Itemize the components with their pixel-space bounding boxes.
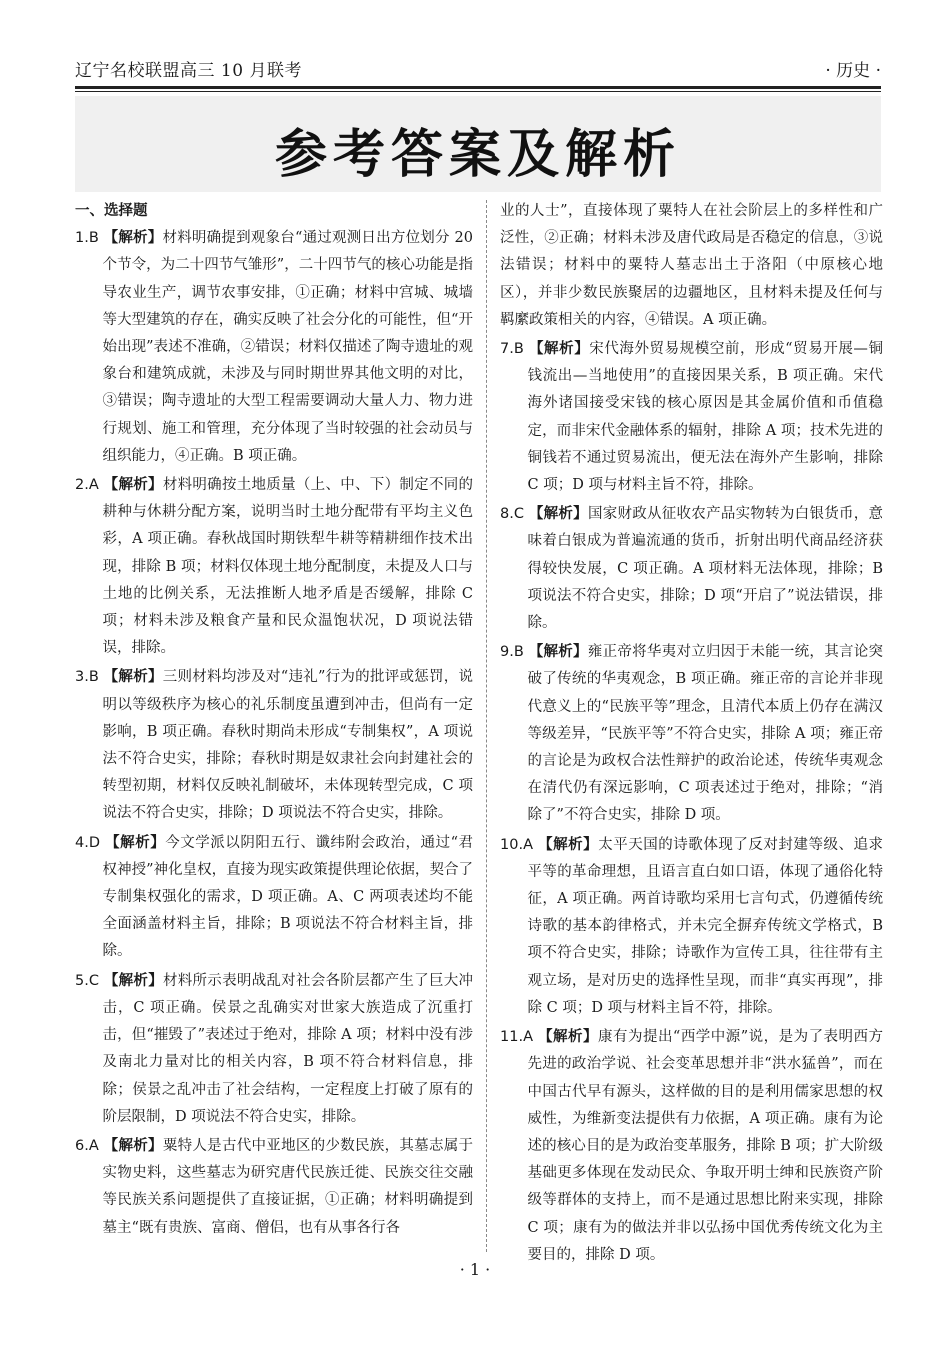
section-title: 一、选择题 bbox=[75, 203, 148, 219]
answer-item-6-start: 6.A 【解析】粟特人是古代中亚地区的少数民族，其墓志属于实物史料，这些墓志为研究唐代民族迁徙、民族交往交融等民族关系问题提供了直接证据，①正确；材料明确提到墓主“既有贵族、富商、僧侣，也有从事各行各 bbox=[75, 1137, 474, 1236]
answer-item-5: 5.C 【解析】材料所示表明战乱对社会各阶层都产生了巨大冲击，C 项正确。侯景之乱确实对世家大族造成了沉重打击，但“摧毁了”表述过于绝对，排除 A 项；材料中没有涉及南北力量对比的相关内容，B 项不符合材料信息，排除；侯景之乱冲击了社会结构，一定程度上打破了原有的阶层限制，D 项说法不符合史实，排除。 bbox=[75, 972, 474, 1125]
title-banner bbox=[75, 96, 881, 192]
column-divider bbox=[486, 200, 487, 1252]
answer-item-7: 7.B 【解析】宋代海外贸易规模空前，形成“贸易开展—铜钱流出—当地使用”的直接因果关系，B 项正确。宋代海外诸国接受宋钱的核心原因是其金属价值和币值稳定，而非宋代金融体系的辐射，排除 A 项；技术先进的铜钱若不通过贸易流出，便无法在海外产生影响，排除 C 项；D 项与材料主旨不符，排除。 bbox=[500, 341, 884, 494]
answer-item-9: 9.B 【解析】雍正帝将华夷对立归因于未能一统，其言论突破了传统的华夷观念，B 项正确。雍正帝的言论并非现代意义上的“民族平等”理念，且清代本质上仍存在满汉等级差异，“民族平等”不符合史实，排除 A 项；雍正帝的言论是为政权合法性辩护的政治论述，传统华夷观念在清代仍有深远影响，C 项表述过于绝对，排除；“消除了”不符合史实，排除 D 项。 bbox=[500, 644, 884, 824]
answer-item-4: 4.D 【解析】今文学派以阴阳五行、谶纬附会政治，通过“君权神授”神化皇权，直接为现实政策提供理论依据，契合了专制集权强化的需求，D 项正确。A、C 两项表述均不能全面涵盖材料主旨，排除；B 项说法不符合材料主旨，排除。 bbox=[75, 834, 474, 960]
right-column bbox=[500, 198, 883, 1271]
page-number: · 1 · bbox=[459, 1260, 491, 1279]
header-rule bbox=[75, 86, 881, 89]
subject-label: · 历史 · bbox=[825, 61, 881, 81]
left-column bbox=[75, 198, 473, 1244]
page-title: 参考答案及解析 bbox=[274, 125, 681, 185]
answer-item-1: 1.B 【解析】材料明确提到观象台“通过观测日出方位划分 20 个节令，为二十四节气雏形”，二十四节气的核心功能是指导农业生产，调节农事安排，①正确；材料中宫城、城墙等大型建筑的存在，确实反映了社会分化的可能性，但“开始出现”表述不准确，②错误；材料仅描述了陶寺遗址的观象台和建筑成就，未涉及与同时期世界其他文明的对比，③错误；陶寺遗址的大型工程需要调动大量人力、物力进行规划、施工和管理，充分体现了当时较强的社会动员与组织能力，④正确。B 项正确。 bbox=[75, 230, 474, 464]
header-rule-thin bbox=[75, 91, 881, 92]
answer-item-6-continued: 业的人士”，直接体现了粟特人在社会阶层上的多样性和广泛性，②正确；材料未涉及唐代政局是否稳定的信息，③说法错误；材料中的粟特人墓志出土于洛阳（中原核心地区），并非少数民族聚居的边疆地区，且材料未提及任何与羁縻政策相关的内容，④错误。A 项正确。 bbox=[500, 203, 883, 328]
answer-item-2: 2.A 【解析】材料明确按土地质量（上、中、下）制定不同的耕种与休耕分配方案，说明当时土地分配带有平均主义色彩，A 项正确。春秋战国时期铁犁牛耕等精耕细作技术出现，排除 B 项；材料仅体现土地分配制度，未提及人口与土地的比例关系，无法推断人地矛盾是否缓解，排除 C 项；材料未涉及粮食产量和民众温饱状况，D 项说法错误，排除。 bbox=[75, 477, 474, 657]
answer-item-10: 10.A 【解析】太平天国的诗歌体现了反对封建等级、追求平等的革命理想，且语言直白如口语，体现了通俗化特征，A 项正确。两首诗歌均采用七言句式，仍遵循传统诗歌的基本韵律格式，并未完全摒弃传统文学格式，B 项不符合史实，排除；诗歌作为宣传工具，往往带有主观立场，是对历史的选择性呈现，而非“真实再现”，排除 C 项；D 项与材料主旨不符，排除。 bbox=[500, 836, 884, 1016]
answer-item-8: 8.C 【解析】国家财政从征收农产品实物转为白银货币，意味着白银成为普遍流通的货币，折射出明代商品经济获得较快发展，C 项正确。A 项材料无法体现，排除；B 项说法不符合史实，排除；D 项“开启了”说法错误，排除。 bbox=[500, 506, 884, 632]
answer-item-3: 3.B 【解析】三则材料均涉及对“违礼”行为的批评或惩罚，说明以等级秩序为核心的礼乐制度虽遭到冲击，但尚有一定影响，B 项正确。春秋时期尚未形成“专制集权”，A 项说法不符合史实，排除；春秋时期是奴隶社会向封建社会的转型初期，材料仅反映礼制破坏，未体现转型完成，C 项说法不符合史实，排除；D 项说法不符合史实，排除。 bbox=[75, 669, 474, 822]
answer-item-11: 11.A 【解析】康有为提出“西学中源”说，是为了表明西方先进的政治学说、社会变革思想并非“洪水猛兽”，而在中国古代早有源头，这样做的目的是利用儒家思想的权威性，为维新变法提供有力依据，A 项正确。康有为论述的核心目的是为政治变革服务，排除 B 项；扩大阶级基础更多体现在发动民众、争取开明士绅和民族资产阶级等群体的支持上，而不是通过思想比附来实现，排除 C 项；康有为的做法并非以弘扬中国优秀传统文化为主要目的，排除 D 项。 bbox=[500, 1029, 884, 1263]
exam-title: 辽宁名校联盟高三 10 月联考 bbox=[75, 61, 302, 81]
page-header bbox=[75, 56, 881, 86]
